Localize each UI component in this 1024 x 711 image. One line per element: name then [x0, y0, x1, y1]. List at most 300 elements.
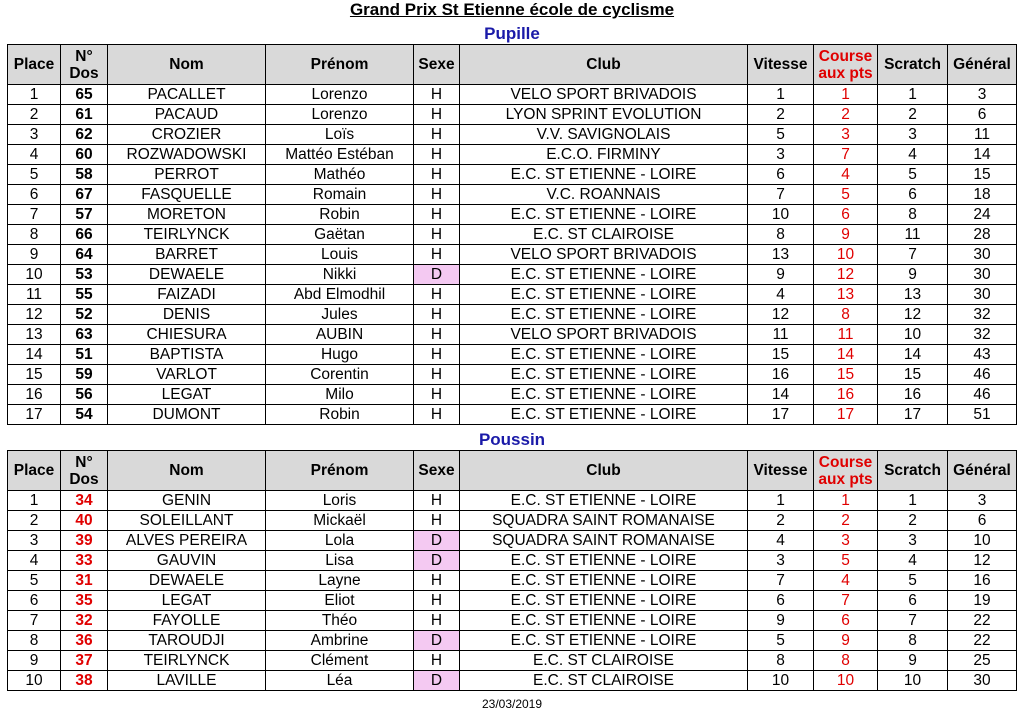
- table-row: [8, 225, 1017, 245]
- scratch-cell: 2: [878, 105, 948, 125]
- course-cell: 15: [814, 365, 878, 385]
- course-cell: 3: [814, 125, 878, 145]
- sexe-cell: H: [414, 611, 460, 631]
- sexe-cell: H: [414, 511, 460, 531]
- scratch-cell: 1: [878, 491, 948, 511]
- vitesse-cell: 9: [748, 265, 814, 285]
- course-cell: 7: [814, 591, 878, 611]
- vitesse-cell: 11: [748, 325, 814, 345]
- sexe-cell: H: [414, 85, 460, 105]
- sexe-cell: H: [414, 245, 460, 265]
- scratch-cell: 4: [878, 145, 948, 165]
- dos-cell: 56: [61, 385, 108, 405]
- vitesse-cell: 7: [748, 571, 814, 591]
- course-cell: 7: [814, 145, 878, 165]
- club-cell: SQUADRA SAINT ROMANAISE: [460, 511, 748, 531]
- nom-cell: LEGAT: [108, 591, 266, 611]
- col-header-general: Général: [948, 451, 1017, 491]
- place-cell: 7: [8, 205, 61, 225]
- sexe-cell: D: [414, 551, 460, 571]
- course-cell: 11: [814, 325, 878, 345]
- general-cell: 32: [948, 325, 1017, 345]
- prenom-cell: Lola: [266, 531, 414, 551]
- footer-date: 23/03/2019: [481, 697, 543, 711]
- nom-cell: ROZWADOWSKI: [108, 145, 266, 165]
- sexe-cell: H: [414, 365, 460, 385]
- prenom-cell: Louis: [266, 245, 414, 265]
- scratch-cell: 9: [878, 265, 948, 285]
- prenom-cell: Corentin: [266, 365, 414, 385]
- prenom-cell: Loris: [266, 491, 414, 511]
- document-title-text: Grand Prix St Etienne école de cyclisme: [349, 0, 675, 19]
- general-cell: 30: [948, 265, 1017, 285]
- col-header-place: Place: [8, 45, 61, 85]
- table-header-row: [8, 45, 1017, 85]
- prenom-cell: Théo: [266, 611, 414, 631]
- sexe-cell: H: [414, 165, 460, 185]
- place-cell: 5: [8, 571, 61, 591]
- place-cell: 1: [8, 85, 61, 105]
- scratch-cell: 15: [878, 365, 948, 385]
- course-cell: 5: [814, 551, 878, 571]
- vitesse-cell: 6: [748, 165, 814, 185]
- dos-cell: 39: [61, 531, 108, 551]
- club-cell: E.C. ST ETIENNE - LOIRE: [460, 491, 748, 511]
- club-cell: E.C. ST ETIENNE - LOIRE: [460, 345, 748, 365]
- nom-cell: PACALLET: [108, 85, 266, 105]
- document-title: [0, 0, 1024, 22]
- table-row: [8, 165, 1017, 185]
- dos-cell: 53: [61, 265, 108, 285]
- sexe-cell: D: [414, 531, 460, 551]
- general-cell: 22: [948, 611, 1017, 631]
- dos-cell: 61: [61, 105, 108, 125]
- vitesse-cell: 17: [748, 405, 814, 425]
- prenom-cell: Robin: [266, 205, 414, 225]
- club-cell: E.C. ST ETIENNE - LOIRE: [460, 551, 748, 571]
- sexe-cell: H: [414, 285, 460, 305]
- dos-cell: 62: [61, 125, 108, 145]
- nom-cell: GAUVIN: [108, 551, 266, 571]
- col-header-vitesse: Vitesse: [748, 451, 814, 491]
- scratch-cell: 6: [878, 591, 948, 611]
- sexe-cell: H: [414, 225, 460, 245]
- club-cell: E.C.O. FIRMINY: [460, 145, 748, 165]
- scratch-cell: 8: [878, 205, 948, 225]
- general-cell: 15: [948, 165, 1017, 185]
- sexe-cell: H: [414, 405, 460, 425]
- col-header-club: Club: [460, 451, 748, 491]
- col-header-sexe: Sexe: [414, 451, 460, 491]
- col-header-sexe: Sexe: [414, 45, 460, 85]
- club-cell: E.C. ST ETIENNE - LOIRE: [460, 631, 748, 651]
- dos-cell: 63: [61, 325, 108, 345]
- general-cell: 24: [948, 205, 1017, 225]
- course-cell: 10: [814, 245, 878, 265]
- course-cell: 12: [814, 265, 878, 285]
- vitesse-cell: 5: [748, 125, 814, 145]
- club-cell: E.C. ST ETIENNE - LOIRE: [460, 265, 748, 285]
- prenom-cell: Eliot: [266, 591, 414, 611]
- sexe-cell: H: [414, 345, 460, 365]
- dos-cell: 64: [61, 245, 108, 265]
- col-header-course: Course aux pts: [814, 45, 878, 85]
- dos-cell: 51: [61, 345, 108, 365]
- prenom-cell: Abd Elmodhil: [266, 285, 414, 305]
- sexe-cell: H: [414, 385, 460, 405]
- vitesse-cell: 10: [748, 671, 814, 691]
- course-cell: 16: [814, 385, 878, 405]
- dos-cell: 40: [61, 511, 108, 531]
- place-cell: 1: [8, 491, 61, 511]
- dos-cell: 67: [61, 185, 108, 205]
- general-cell: 30: [948, 671, 1017, 691]
- course-cell: 14: [814, 345, 878, 365]
- place-cell: 2: [8, 105, 61, 125]
- prenom-cell: Layne: [266, 571, 414, 591]
- vitesse-cell: 3: [748, 551, 814, 571]
- col-header-dos: N° Dos: [61, 451, 108, 491]
- course-cell: 1: [814, 85, 878, 105]
- prenom-cell: Lorenzo: [266, 105, 414, 125]
- table-row: [8, 591, 1017, 611]
- sexe-cell: H: [414, 145, 460, 165]
- dos-cell: 37: [61, 651, 108, 671]
- vitesse-cell: 14: [748, 385, 814, 405]
- sexe-cell: D: [414, 671, 460, 691]
- general-cell: 30: [948, 245, 1017, 265]
- course-cell: 9: [814, 631, 878, 651]
- course-cell: 4: [814, 571, 878, 591]
- general-cell: 3: [948, 491, 1017, 511]
- place-cell: 9: [8, 651, 61, 671]
- vitesse-cell: 16: [748, 365, 814, 385]
- place-cell: 15: [8, 365, 61, 385]
- vitesse-cell: 13: [748, 245, 814, 265]
- col-header-general: Général: [948, 45, 1017, 85]
- prenom-cell: AUBIN: [266, 325, 414, 345]
- scratch-cell: 13: [878, 285, 948, 305]
- col-header-vitesse: Vitesse: [748, 45, 814, 85]
- place-cell: 8: [8, 225, 61, 245]
- dos-cell: 54: [61, 405, 108, 425]
- table-row: [8, 125, 1017, 145]
- general-cell: 25: [948, 651, 1017, 671]
- dos-cell: 31: [61, 571, 108, 591]
- table-row: [8, 105, 1017, 125]
- place-cell: 9: [8, 245, 61, 265]
- table-row: [8, 185, 1017, 205]
- sexe-cell: H: [414, 491, 460, 511]
- table-row: [8, 345, 1017, 365]
- general-cell: 28: [948, 225, 1017, 245]
- scratch-cell: 12: [878, 305, 948, 325]
- scratch-cell: 7: [878, 611, 948, 631]
- table-row: [8, 511, 1017, 531]
- club-cell: V.V. SAVIGNOLAIS: [460, 125, 748, 145]
- general-cell: 30: [948, 285, 1017, 305]
- prenom-cell: Gaëtan: [266, 225, 414, 245]
- table-row: [8, 305, 1017, 325]
- prenom-cell: Mattéo Estéban: [266, 145, 414, 165]
- general-cell: 16: [948, 571, 1017, 591]
- place-cell: 10: [8, 671, 61, 691]
- place-cell: 2: [8, 511, 61, 531]
- prenom-cell: Lorenzo: [266, 85, 414, 105]
- nom-cell: ALVES PEREIRA: [108, 531, 266, 551]
- prenom-cell: Jules: [266, 305, 414, 325]
- table-row: [8, 491, 1017, 511]
- scratch-cell: 5: [878, 571, 948, 591]
- general-cell: 19: [948, 591, 1017, 611]
- vitesse-cell: 5: [748, 631, 814, 651]
- place-cell: 6: [8, 185, 61, 205]
- general-cell: 6: [948, 105, 1017, 125]
- nom-cell: DUMONT: [108, 405, 266, 425]
- sexe-cell: H: [414, 651, 460, 671]
- course-cell: 4: [814, 165, 878, 185]
- dos-cell: 36: [61, 631, 108, 651]
- sexe-cell: H: [414, 305, 460, 325]
- place-cell: 14: [8, 345, 61, 365]
- nom-cell: FASQUELLE: [108, 185, 266, 205]
- table-row: [8, 265, 1017, 285]
- dos-cell: 58: [61, 165, 108, 185]
- place-cell: 5: [8, 165, 61, 185]
- nom-cell: TEIRLYNCK: [108, 225, 266, 245]
- vitesse-cell: 6: [748, 591, 814, 611]
- table-row: [8, 651, 1017, 671]
- scratch-cell: 8: [878, 631, 948, 651]
- sexe-cell: H: [414, 571, 460, 591]
- course-cell: 8: [814, 651, 878, 671]
- results-table-poussin: [7, 450, 1017, 691]
- nom-cell: FAIZADI: [108, 285, 266, 305]
- scratch-cell: 2: [878, 511, 948, 531]
- table-row: [8, 385, 1017, 405]
- nom-cell: FAYOLLE: [108, 611, 266, 631]
- scratch-cell: 4: [878, 551, 948, 571]
- dos-cell: 52: [61, 305, 108, 325]
- place-cell: 3: [8, 531, 61, 551]
- sexe-cell: H: [414, 205, 460, 225]
- prenom-cell: Mickaël: [266, 511, 414, 531]
- nom-cell: DEWAELE: [108, 265, 266, 285]
- nom-cell: CHIESURA: [108, 325, 266, 345]
- place-cell: 6: [8, 591, 61, 611]
- place-cell: 7: [8, 611, 61, 631]
- course-cell: 13: [814, 285, 878, 305]
- vitesse-cell: 15: [748, 345, 814, 365]
- nom-cell: LAVILLE: [108, 671, 266, 691]
- dos-cell: 66: [61, 225, 108, 245]
- nom-cell: BARRET: [108, 245, 266, 265]
- scratch-cell: 10: [878, 325, 948, 345]
- course-cell: 6: [814, 205, 878, 225]
- results-table-pupille: [7, 44, 1017, 425]
- club-cell: E.C. ST ETIENNE - LOIRE: [460, 385, 748, 405]
- scratch-cell: 14: [878, 345, 948, 365]
- place-cell: 10: [8, 265, 61, 285]
- sexe-cell: H: [414, 105, 460, 125]
- nom-cell: MORETON: [108, 205, 266, 225]
- general-cell: 11: [948, 125, 1017, 145]
- prenom-cell: Nikki: [266, 265, 414, 285]
- nom-cell: BAPTISTA: [108, 345, 266, 365]
- nom-cell: SOLEILLANT: [108, 511, 266, 531]
- course-cell: 2: [814, 105, 878, 125]
- scratch-cell: 17: [878, 405, 948, 425]
- table-row: [8, 551, 1017, 571]
- table-row: [8, 531, 1017, 551]
- vitesse-cell: 1: [748, 85, 814, 105]
- place-cell: 4: [8, 551, 61, 571]
- prenom-cell: Léa: [266, 671, 414, 691]
- table-row: [8, 145, 1017, 165]
- prenom-cell: Loïs: [266, 125, 414, 145]
- scratch-cell: 5: [878, 165, 948, 185]
- sexe-cell: H: [414, 591, 460, 611]
- vitesse-cell: 2: [748, 105, 814, 125]
- prenom-cell: Milo: [266, 385, 414, 405]
- club-cell: E.C. ST ETIENNE - LOIRE: [460, 405, 748, 425]
- prenom-cell: Romain: [266, 185, 414, 205]
- scratch-cell: 9: [878, 651, 948, 671]
- place-cell: 17: [8, 405, 61, 425]
- sexe-cell: H: [414, 125, 460, 145]
- vitesse-cell: 8: [748, 651, 814, 671]
- place-cell: 13: [8, 325, 61, 345]
- vitesse-cell: 10: [748, 205, 814, 225]
- general-cell: 46: [948, 365, 1017, 385]
- vitesse-cell: 1: [748, 491, 814, 511]
- course-cell: 17: [814, 405, 878, 425]
- prenom-cell: Ambrine: [266, 631, 414, 651]
- dos-cell: 33: [61, 551, 108, 571]
- club-cell: E.C. ST ETIENNE - LOIRE: [460, 165, 748, 185]
- general-cell: 32: [948, 305, 1017, 325]
- dos-cell: 65: [61, 85, 108, 105]
- club-cell: E.C. ST ETIENNE - LOIRE: [460, 591, 748, 611]
- club-cell: E.C. ST ETIENNE - LOIRE: [460, 305, 748, 325]
- course-cell: 9: [814, 225, 878, 245]
- club-cell: E.C. ST CLAIROISE: [460, 225, 748, 245]
- nom-cell: LEGAT: [108, 385, 266, 405]
- club-cell: E.C. ST ETIENNE - LOIRE: [460, 365, 748, 385]
- prenom-cell: Lisa: [266, 551, 414, 571]
- vitesse-cell: 9: [748, 611, 814, 631]
- col-header-club: Club: [460, 45, 748, 85]
- club-cell: VELO SPORT BRIVADOIS: [460, 85, 748, 105]
- dos-cell: 57: [61, 205, 108, 225]
- club-cell: E.C. ST ETIENNE - LOIRE: [460, 205, 748, 225]
- nom-cell: TAROUDJI: [108, 631, 266, 651]
- general-cell: 22: [948, 631, 1017, 651]
- course-cell: 2: [814, 511, 878, 531]
- place-cell: 12: [8, 305, 61, 325]
- dos-cell: 38: [61, 671, 108, 691]
- course-cell: 1: [814, 491, 878, 511]
- club-cell: VELO SPORT BRIVADOIS: [460, 245, 748, 265]
- general-cell: 6: [948, 511, 1017, 531]
- dos-cell: 55: [61, 285, 108, 305]
- vitesse-cell: 2: [748, 511, 814, 531]
- col-header-scratch: Scratch: [878, 451, 948, 491]
- general-cell: 18: [948, 185, 1017, 205]
- course-cell: 6: [814, 611, 878, 631]
- vitesse-cell: 8: [748, 225, 814, 245]
- course-cell: 5: [814, 185, 878, 205]
- table-header-row: [8, 451, 1017, 491]
- club-cell: E.C. ST CLAIROISE: [460, 671, 748, 691]
- club-cell: E.C. ST ETIENNE - LOIRE: [460, 611, 748, 631]
- nom-cell: DEWAELE: [108, 571, 266, 591]
- sexe-cell: H: [414, 325, 460, 345]
- place-cell: 11: [8, 285, 61, 305]
- club-cell: E.C. ST ETIENNE - LOIRE: [460, 571, 748, 591]
- prenom-cell: Hugo: [266, 345, 414, 365]
- table-row: [8, 631, 1017, 651]
- general-cell: 43: [948, 345, 1017, 365]
- scratch-cell: 6: [878, 185, 948, 205]
- general-cell: 14: [948, 145, 1017, 165]
- section-title-poussin: Poussin: [478, 430, 546, 449]
- general-cell: 51: [948, 405, 1017, 425]
- course-cell: 8: [814, 305, 878, 325]
- club-cell: E.C. ST ETIENNE - LOIRE: [460, 285, 748, 305]
- table-row: [8, 571, 1017, 591]
- prenom-cell: Robin: [266, 405, 414, 425]
- col-header-scratch: Scratch: [878, 45, 948, 85]
- place-cell: 8: [8, 631, 61, 651]
- general-cell: 12: [948, 551, 1017, 571]
- nom-cell: PACAUD: [108, 105, 266, 125]
- table-row: [8, 405, 1017, 425]
- scratch-cell: 16: [878, 385, 948, 405]
- col-header-place: Place: [8, 451, 61, 491]
- sexe-cell: H: [414, 185, 460, 205]
- dos-cell: 59: [61, 365, 108, 385]
- course-cell: 10: [814, 671, 878, 691]
- table-row: [8, 671, 1017, 691]
- sexe-cell: D: [414, 631, 460, 651]
- dos-cell: 32: [61, 611, 108, 631]
- table-row: [8, 85, 1017, 105]
- vitesse-cell: 12: [748, 305, 814, 325]
- vitesse-cell: 4: [748, 531, 814, 551]
- table-row: [8, 365, 1017, 385]
- prenom-cell: Clément: [266, 651, 414, 671]
- col-header-nom: Nom: [108, 451, 266, 491]
- club-cell: VELO SPORT BRIVADOIS: [460, 325, 748, 345]
- club-cell: LYON SPRINT EVOLUTION: [460, 105, 748, 125]
- col-header-course: Course aux pts: [814, 451, 878, 491]
- vitesse-cell: 7: [748, 185, 814, 205]
- general-cell: 3: [948, 85, 1017, 105]
- nom-cell: TEIRLYNCK: [108, 651, 266, 671]
- place-cell: 3: [8, 125, 61, 145]
- table-row: [8, 611, 1017, 631]
- general-cell: 46: [948, 385, 1017, 405]
- prenom-cell: Mathéo: [266, 165, 414, 185]
- table-row: [8, 325, 1017, 345]
- scratch-cell: 10: [878, 671, 948, 691]
- place-cell: 4: [8, 145, 61, 165]
- nom-cell: CROZIER: [108, 125, 266, 145]
- general-cell: 10: [948, 531, 1017, 551]
- dos-cell: 60: [61, 145, 108, 165]
- col-header-dos: N° Dos: [61, 45, 108, 85]
